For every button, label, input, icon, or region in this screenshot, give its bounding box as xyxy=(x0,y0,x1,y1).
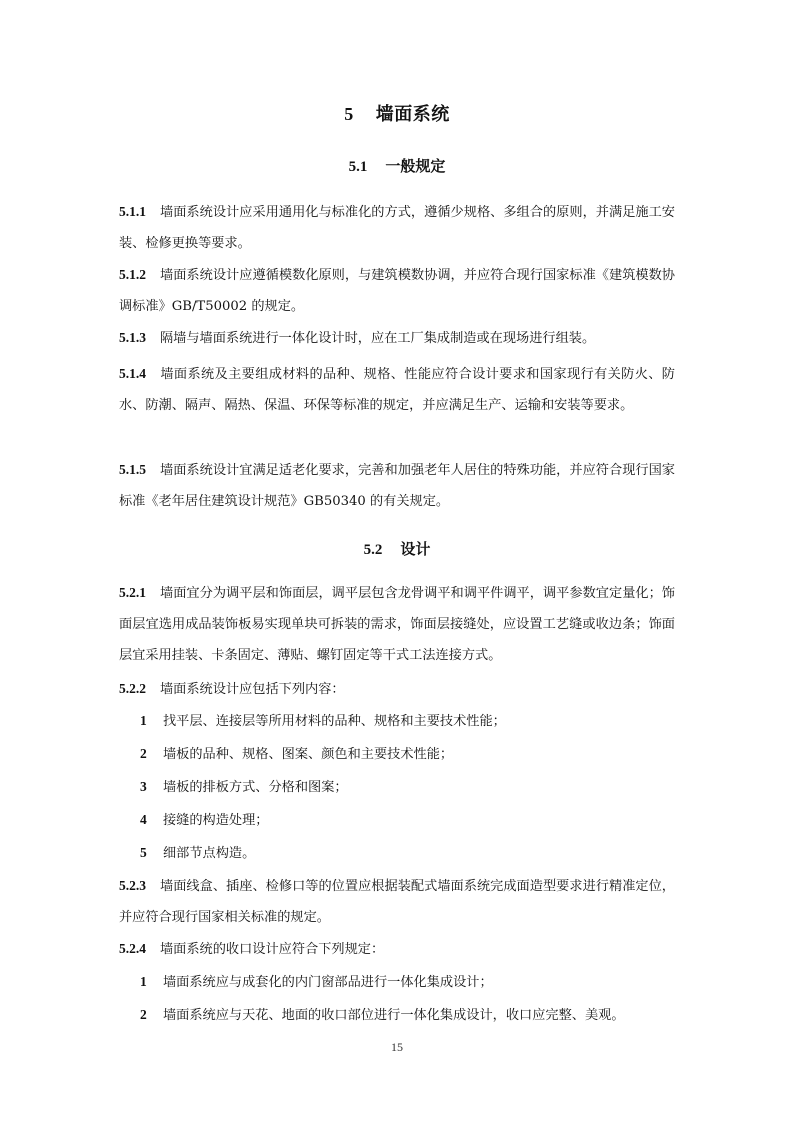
list-item-text: 墙面系统应与成套化的内门窗部品进行一体化集成设计； xyxy=(163,975,493,990)
list-item-number: 3 xyxy=(140,779,147,794)
clause-text: 墙面系统设计应采用通用化与标准化的方式，遵循少规格、多组合的原则，并满足施工安装、检修更换等要求。 xyxy=(119,205,675,251)
chapter-title xyxy=(0,100,794,126)
list-item-text: 墙板的品种、规格、图案、颜色和主要技术性能； xyxy=(163,747,454,762)
clause-number: 5.2.2 xyxy=(119,681,146,696)
clause-text: 墙面系统设计应包括下列内容： xyxy=(160,682,345,697)
section-title-text: 设计 xyxy=(400,540,431,558)
chapter-number: 5 xyxy=(344,104,354,124)
list-item-number: 1 xyxy=(140,713,147,728)
list-item-text: 墙板的排板方式、分格和图案； xyxy=(163,780,348,795)
chapter-title-text: 墙面系统 xyxy=(375,104,450,125)
clause-text: 墙面系统设计宜满足适老化要求，完善和加强老年人居住的特殊功能，并应符合现行国家标准《老年居住建筑设计规范》GB50340 的有关规定。 xyxy=(119,463,675,509)
clause-5-1-4 xyxy=(119,358,675,421)
list-item-number: 1 xyxy=(140,974,147,989)
clause-number: 5.2.1 xyxy=(119,585,146,600)
list-item-number: 2 xyxy=(140,1007,147,1022)
clause-5-1-2 xyxy=(119,259,675,322)
list-item xyxy=(140,771,675,803)
list-item xyxy=(140,804,675,836)
clause-text: 隔墙与墙面系统进行一体化设计时，应在工厂集成制造或在现场进行组装。 xyxy=(160,331,596,346)
clause-number: 5.1.4 xyxy=(119,366,146,381)
list-item-text: 细部节点构造。 xyxy=(163,846,256,861)
clause-text: 墙面线盒、插座、检修口等的位置应根据装配式墙面系统完成面造型要求进行精准定位，并应符合现行国家相关标准的规定。 xyxy=(119,879,675,925)
page-number: 15 xyxy=(391,1040,403,1054)
list-item-text: 墙面系统应与天花、地面的收口部位进行一体化集成设计，收口应完整、美观。 xyxy=(163,1008,625,1023)
clause-text: 墙面宜分为调平层和饰面层，调平层包含龙骨调平和调平件调平，调平参数宜定量化；饰面层宜选用成品装饰板易实现单块可拆装的需求，饰面层接缝处，应设置工艺缝或收边条；饰面层宜采用挂装、卡条固定、薄贴、螺钉固定等干式工法连接方式。 xyxy=(119,586,675,663)
clause-5-2-3 xyxy=(119,870,675,933)
clause-text: 墙面系统的收口设计应符合下列规定： xyxy=(160,942,385,957)
clause-5-1-5 xyxy=(119,454,675,517)
clause-number: 5.2.4 xyxy=(119,941,146,956)
section-number: 5.1 xyxy=(348,159,368,175)
list-item-text: 找平层、连接层等所用材料的品种、规格和主要技术性能； xyxy=(163,714,506,729)
clause-text: 墙面系统及主要组成材料的品种、规格、性能应符合设计要求和国家现行有关防火、防水、防潮、隔声、隔热、保温、环保等标准的规定，并应满足生产、运输和安装等要求。 xyxy=(119,367,675,413)
section-title-5-2 xyxy=(0,538,794,559)
list-item xyxy=(140,705,675,737)
clause-5-1-1 xyxy=(119,196,675,259)
section-title-text: 一般规定 xyxy=(385,157,446,175)
list-item xyxy=(140,837,675,869)
list-item-number: 4 xyxy=(140,812,147,827)
list-item xyxy=(140,999,675,1031)
clause-number: 5.1.3 xyxy=(119,330,146,345)
clause-5-2-4 xyxy=(119,933,675,965)
clause-number: 5.1.2 xyxy=(119,267,146,282)
clause-number: 5.1.1 xyxy=(119,204,146,219)
list-item-text: 接缝的构造处理； xyxy=(163,813,269,828)
clause-5-1-3 xyxy=(119,322,675,354)
list-item xyxy=(140,738,675,770)
list-item-number: 2 xyxy=(140,746,147,761)
clause-number: 5.2.3 xyxy=(119,878,146,893)
clause-5-2-1 xyxy=(119,577,675,671)
clause-5-2-2 xyxy=(119,673,675,705)
section-number: 5.2 xyxy=(363,542,383,558)
section-title-5-1 xyxy=(0,155,794,176)
list-item-number: 5 xyxy=(140,845,147,860)
clause-number: 5.1.5 xyxy=(119,462,146,477)
clause-text: 墙面系统设计应遵循模数化原则，与建筑模数协调，并应符合现行国家标准《建筑模数协调标准》GB/T50002 的规定。 xyxy=(119,268,675,314)
list-item xyxy=(140,966,675,998)
